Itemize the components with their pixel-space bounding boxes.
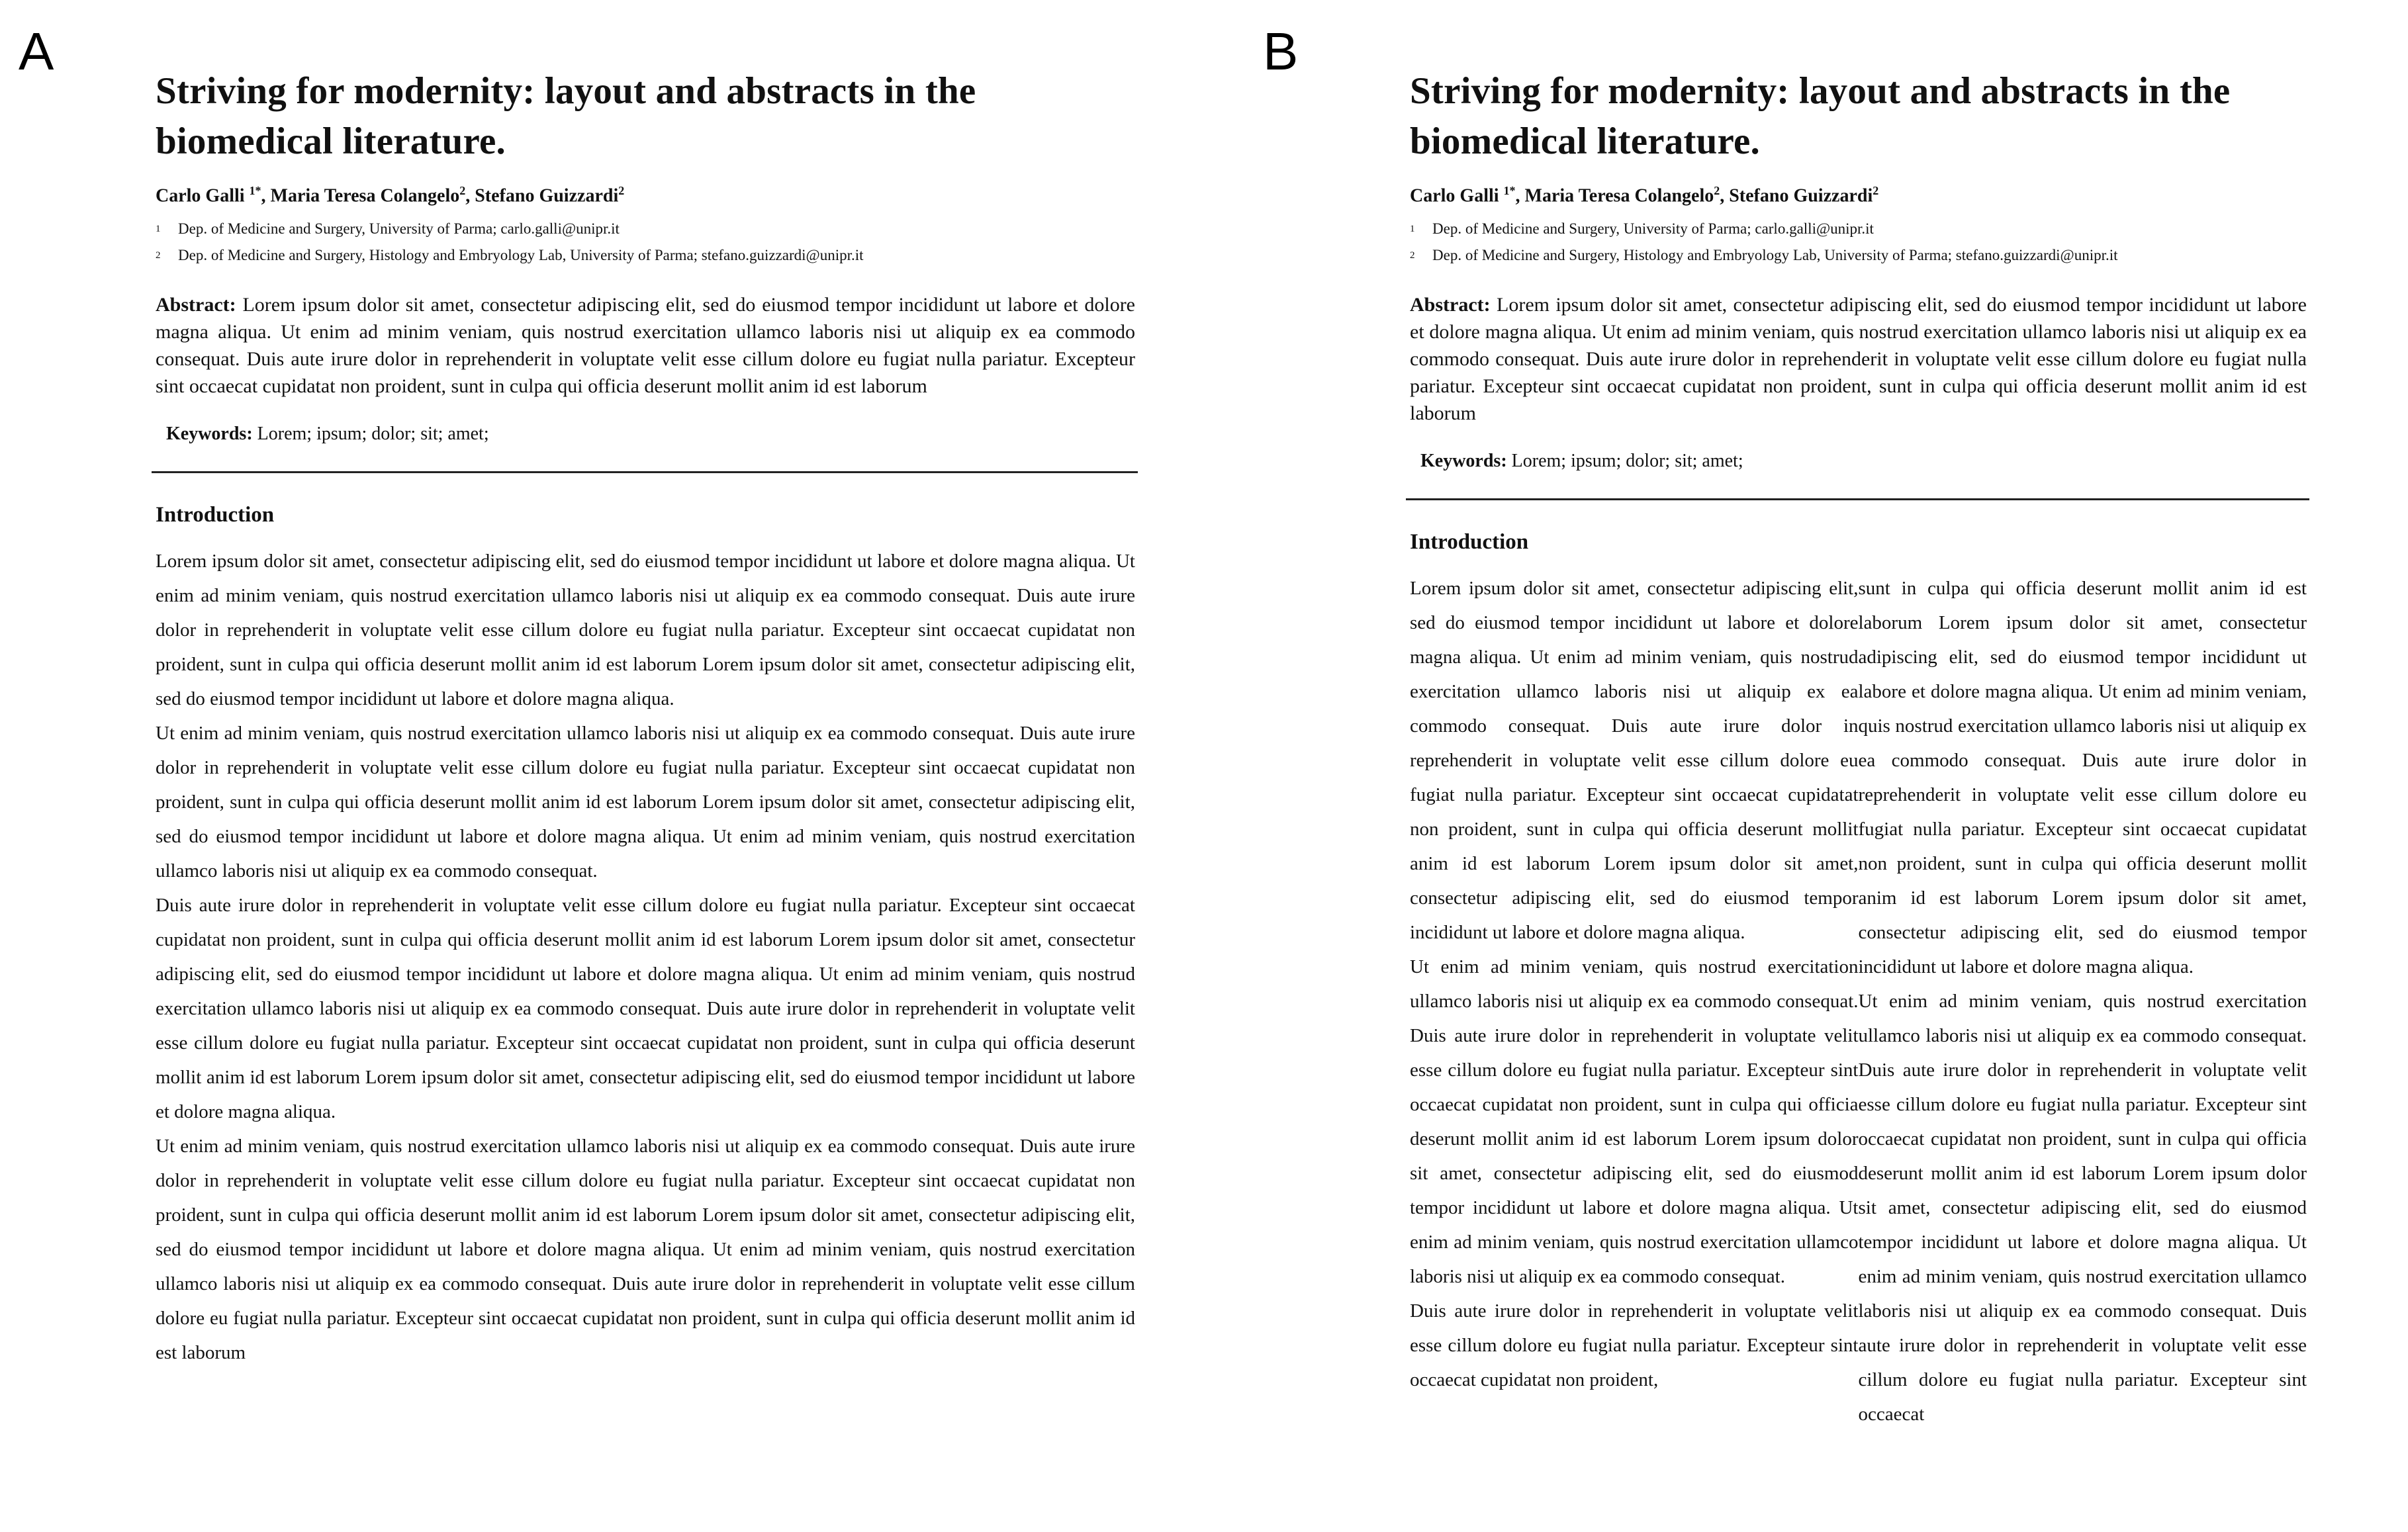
two-column-body: [1410, 571, 2307, 1431]
paragraph: Ut enim ad minim veniam, quis nostrud exercitation ullamco laboris nisi ut aliquip ex ea commodo consequat. Duis aute irure dolor in reprehenderit in voluptate velit esse cillum dolore eu fugiat nulla pariatur. Excepteur sint occaecat cupidatat non proident, sunt in culpa qui officia deserunt mollit anim id est laborum Lorem ipsum dolor sit amet, consectetur adipiscing elit, sed do eiusmod tempor incididunt ut labore et dolore magna aliqua. Ut enim ad minim veniam, quis nostrud exercitation ullamco laboris nisi ut aliquip ex ea commodo consequat.: [1410, 956, 1859, 1288]
affiliation-text: Dep. of Medicine and Surgery, University of Parma; carlo.galli@unipr.it: [178, 220, 620, 238]
author-name: Carlo Galli: [1410, 185, 1499, 206]
left-column: [1410, 571, 1859, 1431]
keywords: [1410, 451, 2307, 472]
panel-b: [1244, 0, 2408, 1532]
author-name: Maria Teresa Colangelo: [270, 185, 460, 206]
affiliation-line: [1410, 242, 2307, 269]
keywords-text: Lorem; ipsum; dolor; sit; amet;: [1511, 451, 1743, 472]
paragraph: sunt in culpa qui officia deserunt mollit anim id est laborum Lorem ipsum dolor sit amet, consectetur adipiscing elit, sed do eiusmod tempor incididunt ut labore et dolore magna aliqua. Ut enim ad minim veniam, quis nostrud exercitation ullamco laboris nisi ut aliquip ex ea commodo consequat. Duis aute irure dolor in reprehenderit in voluptate velit esse cillum dolore eu fugiat nulla pariatur. Excepteur sint occaecat cupidatat non proident, sunt in culpa qui officia deserunt mollit anim id est laborum Lorem ipsum dolor sit amet, consectetur adipiscing elit, sed do eiusmod tempor incididunt ut labore et dolore magna aliqua.: [1858, 578, 2307, 978]
body-text: [156, 544, 1135, 1370]
author-name: Maria Teresa Colangelo: [1524, 185, 1714, 206]
affiliation-number: 1: [1410, 224, 1415, 235]
affiliation-text: Dep. of Medicine and Surgery, University of Parma; carlo.galli@unipr.it: [1432, 220, 1874, 238]
abstract-text: Lorem ipsum dolor sit amet, consectetur adipiscing elit, sed do eiusmod tempor incididunt ut labore et dolore magna aliqua. Ut enim ad minim veniam, quis nostrud exercitation ullamco laboris nisi ut aliquip ex ea commodo consequat. Duis aute irure dolor in reprehenderit in voluptate velit esse cillum dolore eu fugiat nulla pariatur. Excepteur sint occaecat cupidatat non proident, sunt in culpa qui officia deserunt mollit anim id est laborum: [1410, 294, 2307, 425]
author-affiliation-mark: 2: [1714, 184, 1720, 197]
author-affiliation-mark: 2: [1873, 184, 1879, 197]
section-heading: Introduction: [156, 503, 275, 527]
abstract: [156, 291, 1135, 400]
author-affiliation-mark: 2: [618, 184, 625, 197]
paper-title: Striving for modernity: layout and abstracts in the biomedical literature.: [156, 70, 976, 162]
keywords-label: Keywords:: [166, 424, 253, 445]
paragraph: Lorem ipsum dolor sit amet, consectetur adipiscing elit, sed do eiusmod tempor incididunt ut labore et dolore magna aliqua. Ut enim ad minim veniam, quis nostrud exercitation ullamco laboris nisi ut aliquip ex ea commodo consequat. Duis aute irure dolor in reprehenderit in voluptate velit esse cillum dolore eu fugiat nulla pariatur. Excepteur sint occaecat cupidatat non proident, sunt in culpa qui officia deserunt mollit anim id est laborum Lorem ipsum dolor sit amet, consectetur adipiscing elit, sed do eiusmod tempor incididunt ut labore et dolore magna aliqua.: [1410, 578, 1859, 944]
keywords-label: Keywords:: [1420, 451, 1507, 472]
affiliation-text: Dep. of Medicine and Surgery, Histology and Embryology Lab, University of Parma; stefano.guizzardi@unipr.it: [1432, 247, 2118, 264]
affiliation-number: 2: [156, 250, 161, 261]
section-divider: [152, 471, 1138, 473]
paper-page: [1410, 66, 2307, 1431]
author-affiliation-mark: 1*: [249, 184, 261, 197]
paragraph: Lorem ipsum dolor sit amet, consectetur adipiscing elit, sed do eiusmod tempor incididunt ut labore et dolore magna aliqua. Ut enim ad minim veniam, quis nostrud exercitation ullamco laboris nisi ut aliquip ex ea commodo consequat. Duis aute irure dolor in reprehenderit in voluptate velit esse cillum dolore eu fugiat nulla pariatur. Excepteur sint occaecat cupidatat non proident, sunt in culpa qui officia deserunt mollit anim id est laborum Lorem ipsum dolor sit amet, consectetur adipiscing elit, sed do eiusmod tempor incididunt ut labore et dolore magna aliqua.: [156, 551, 1135, 710]
author-name: Carlo Galli: [156, 185, 245, 206]
author-list: Carlo Galli $^{1*}$, Maria Teresa Colangelo$^2$, Stefano Guizzardi$^2$: [156, 184, 625, 206]
abstract-label: Abstract:: [156, 294, 236, 316]
affiliation-number: 2: [1410, 250, 1415, 261]
affiliation-line: [1410, 216, 2307, 242]
author-name: Stefano Guizzardi: [1729, 185, 1873, 206]
section-heading: Introduction: [1410, 530, 1529, 555]
affiliation-line: [156, 216, 1135, 242]
author-list: Carlo Galli $^{1*}$, Maria Teresa Colangelo$^2$, Stefano Guizzardi$^2$: [1410, 184, 1879, 206]
section-divider: [1406, 498, 2309, 500]
panel-label: A: [19, 22, 54, 81]
paragraph: Duis aute irure dolor in reprehenderit in voluptate velit esse cillum dolore eu fugiat nulla pariatur. Excepteur sint occaecat cupidatat non proident, sunt in culpa qui officia deserunt mollit anim id est laborum Lorem ipsum dolor sit amet, consectetur adipiscing elit, sed do eiusmod tempor incididunt ut labore et dolore magna aliqua. Ut enim ad minim veniam, quis nostrud exercitation ullamco laboris nisi ut aliquip ex ea commodo consequat. Duis aute irure dolor in reprehenderit in voluptate velit esse cillum dolore eu fugiat nulla pariatur. Excepteur sint occaecat cupidatat non proident, sunt in culpa qui officia deserunt mollit anim id est laborum Lorem ipsum dolor sit amet, consectetur adipiscing elit, sed do eiusmod tempor incididunt ut labore et dolore magna aliqua.: [156, 895, 1135, 1123]
paragraph: Ut enim ad minim veniam, quis nostrud exercitation ullamco laboris nisi ut aliquip ex ea commodo consequat. Duis aute irure dolor in reprehenderit in voluptate velit esse cillum dolore eu fugiat nulla pariatur. Excepteur sint occaecat cupidatat non proident, sunt in culpa qui officia deserunt mollit anim id est laborum Lorem ipsum dolor sit amet, consectetur adipiscing elit, sed do eiusmod tempor incididunt ut labore et dolore magna aliqua. Ut enim ad minim veniam, quis nostrud exercitation ullamco laboris nisi ut aliquip ex ea commodo consequat. Duis aute irure dolor in reprehenderit in voluptate velit esse cillum dolore eu fugiat nulla pariatur. Excepteur sint occaecat cupidatat non proident, sunt in culpa qui officia deserunt mollit anim id est laborum: [156, 1136, 1135, 1364]
keywords-text: Lorem; ipsum; dolor; sit; amet;: [257, 424, 489, 445]
paragraph: Ut enim ad minim veniam, quis nostrud exercitation ullamco laboris nisi ut aliquip ex ea commodo consequat. Duis aute irure dolor in reprehenderit in voluptate velit esse cillum dolore eu fugiat nulla pariatur. Excepteur sint occaecat cupidatat non proident, sunt in culpa qui officia deserunt mollit anim id est laborum Lorem ipsum dolor sit amet, consectetur adipiscing elit, sed do eiusmod tempor incididunt ut labore et dolore magna aliqua. Ut enim ad minim veniam, quis nostrud exercitation ullamco laboris nisi ut aliquip ex ea commodo consequat. Duis aute irure dolor in reprehenderit in voluptate velit esse cillum dolore eu fugiat nulla pariatur. Excepteur sint occaecat: [1858, 991, 2307, 1425]
paragraph: Ut enim ad minim veniam, quis nostrud exercitation ullamco laboris nisi ut aliquip ex ea commodo consequat. Duis aute irure dolor in reprehenderit in voluptate velit esse cillum dolore eu fugiat nulla pariatur. Excepteur sint occaecat cupidatat non proident, sunt in culpa qui officia deserunt mollit anim id est laborum Lorem ipsum dolor sit amet, consectetur adipiscing elit, sed do eiusmod tempor incididunt ut labore et dolore magna aliqua. Ut enim ad minim veniam, quis nostrud exercitation ullamco laboris nisi ut aliquip ex ea commodo consequat.: [156, 723, 1135, 882]
panel-label: B: [1263, 22, 1299, 81]
affiliations: [156, 216, 1135, 269]
right-column: [1859, 571, 2307, 1431]
abstract-label: Abstract:: [1410, 294, 1491, 316]
panel-a: [0, 0, 1152, 1532]
paper-page: [156, 66, 1135, 1370]
abstract: [1410, 291, 2307, 427]
paper-title: Striving for modernity: layout and abstracts in the biomedical literature.: [1410, 70, 2231, 162]
author-name: Stefano Guizzardi: [475, 185, 619, 206]
paragraph: Duis aute irure dolor in reprehenderit in voluptate velit esse cillum dolore eu fugiat nulla pariatur. Excepteur sint occaecat cupidatat non proident,: [1410, 1300, 1859, 1391]
keywords: [156, 424, 1135, 445]
abstract-text: Lorem ipsum dolor sit amet, consectetur adipiscing elit, sed do eiusmod tempor incididunt ut labore et dolore magna aliqua. Ut enim ad minim veniam, quis nostrud exercitation ullamco laboris nisi ut aliquip ex ea commodo consequat. Duis aute irure dolor in reprehenderit in voluptate velit esse cillum dolore eu fugiat nulla pariatur. Excepteur sint occaecat cupidatat non proident, sunt in culpa qui officia deserunt mollit anim id est laborum: [156, 294, 1136, 398]
affiliation-text: Dep. of Medicine and Surgery, Histology and Embryology Lab, University of Parma; stefano.guizzardi@unipr.it: [178, 247, 864, 264]
author-affiliation-mark: 1*: [1503, 184, 1516, 197]
affiliations: [1410, 216, 2307, 269]
affiliation-line: [156, 242, 1135, 269]
author-affiliation-mark: 2: [459, 184, 466, 197]
affiliation-number: 1: [156, 224, 161, 235]
